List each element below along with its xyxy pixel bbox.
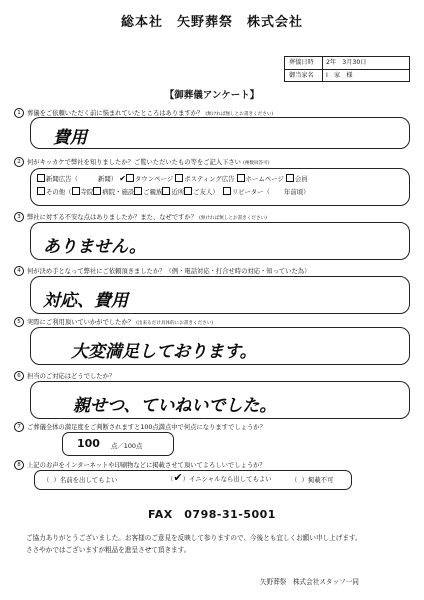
question-6 (14, 371, 115, 381)
question-5-text: 実際にご利用頂いていかがでしたか？ (27, 319, 135, 326)
closing-line-2: ささやかではございますが粗品を進呈させて頂きます。 (26, 546, 191, 554)
q2-option-neighbors-label: 近所 (171, 188, 185, 196)
survey-title: 【御葬儀アンケート】 (164, 90, 260, 101)
checkmark-icon: ✔ (119, 174, 126, 183)
answer-1-box[interactable] (30, 117, 410, 149)
question-3-number: 3 (14, 212, 24, 222)
family-name-label: 御当家名 (289, 70, 323, 82)
question-7 (14, 422, 266, 432)
question-3 (14, 212, 267, 222)
answer-3-box[interactable] (30, 222, 410, 260)
question-1-number: 1 (14, 108, 24, 118)
question-3-text: 弊社に対する不安な点はありましたか？また、なぜですか？ (27, 214, 198, 221)
q2-options-row2 (37, 187, 310, 197)
family-name-row (285, 70, 409, 82)
q2-option-temple-label: 寺院 (80, 188, 94, 196)
funeral-date-label: 葬儀日時 (289, 57, 323, 69)
question-2 (14, 157, 270, 167)
question-5-note: (出来るだけ具体的にお書きください) (136, 321, 214, 326)
q2-option-friends-label: ご友人 (193, 188, 213, 196)
q2-option-newspaper[interactable] (37, 175, 78, 183)
q2-option-newspaper-label: 新聞広告（ (46, 175, 78, 183)
company-name: 総本社 矢野葬祭 株式会社 (120, 15, 303, 30)
checkbox-member[interactable] (286, 174, 294, 182)
q2-option-homepage-label: ホームページ (245, 175, 284, 183)
funeral-info-box (284, 56, 410, 82)
q2-option-repeater-label: リピーター（ (231, 188, 270, 196)
answer-5-text: 大変満足しております。 (71, 342, 257, 362)
q2-option-townpage-label: タウンページ (134, 175, 174, 183)
signature: 矢野葬祭 株式会社スタッフ一同 (260, 578, 359, 586)
funeral-date-row (285, 57, 409, 70)
funeral-date-value: 2年 3月30日 (326, 59, 367, 66)
question-8-number: 8 (14, 460, 24, 470)
q2-option-hospital-label: 病院・施設 (102, 188, 135, 196)
question-8 (14, 460, 266, 470)
q2-option-repeater-suffix: 年前頃） (283, 188, 310, 196)
q8-option-initials[interactable]: （✔）イニシャルなら出してもよい (167, 471, 272, 484)
answer-4-box[interactable] (30, 276, 410, 314)
checkmark-icon: ✔ (173, 471, 183, 484)
question-2-number: 2 (14, 157, 24, 167)
answer-6-box[interactable] (30, 381, 410, 419)
q8-option-name[interactable]: （ ）名前を出してもよい (43, 476, 118, 484)
question-4-number: 4 (14, 266, 24, 276)
score-value: 100 (77, 437, 100, 450)
question-7-text: ご葬儀全体の満足度をご判断されますと100点満点中で何点になりますでしょうか？ (27, 424, 266, 431)
q2-option-newspaper-name-label: 新聞） (98, 175, 118, 183)
q8-option-decline-label: 掲載不可 (307, 476, 334, 484)
answer-5-box[interactable] (30, 327, 410, 365)
question-6-text: 担当のご対応はどうでしたか？ (27, 373, 116, 380)
question-5-number: 5 (14, 317, 24, 327)
question-3-note: (無ければ無しとお書きください) (199, 216, 267, 221)
family-name-value: I 家 様 (326, 72, 353, 79)
answer-3-text: ありません。 (43, 237, 147, 257)
answer-4-text: 対応、費用 (43, 291, 128, 311)
question-5 (14, 317, 213, 327)
answer-8-box (34, 470, 352, 490)
q8-option-decline[interactable]: （ ）掲載不可 (291, 476, 334, 484)
q2-option-townpage[interactable] (119, 175, 173, 183)
checkbox-friends[interactable] (184, 187, 192, 195)
question-2-text: 何がキッカケで弊社を知りましたか？ご覧いただいたもの等をご記入下さい (27, 159, 241, 166)
score-suffix: 点／100点 (111, 442, 143, 450)
question-1-text: 葬儀をご依頼いただく前に悩まれていたところはありますか？ (27, 110, 204, 117)
checkbox-neighbors[interactable] (162, 187, 170, 195)
checkbox-posting[interactable] (175, 174, 183, 182)
checkbox-relatives[interactable] (134, 187, 142, 195)
q2-option-relatives-label: ご親族 (143, 188, 163, 196)
closing-line-1: ご協力ありがとうございました。お客様のご意見を反映して参りますので、今後とも宜しくお願い申し上げます。 (26, 534, 362, 542)
q2-option-newspaper-name (98, 175, 117, 183)
answer-2-box (30, 168, 410, 206)
q2-option-other-close: ） (212, 188, 219, 196)
q2-option-homepage[interactable] (237, 175, 284, 183)
checkbox-repeater[interactable] (223, 187, 231, 195)
question-4 (14, 266, 310, 276)
q2-option-member-label: 会員 (294, 175, 308, 183)
question-2-note: (複数回答可) (242, 161, 270, 166)
answer-6-text: 親せつ、ていねいでした。 (73, 396, 277, 416)
q2-option-other-label: その他（ (46, 188, 72, 196)
checkbox-hospital[interactable] (93, 187, 101, 195)
question-6-number: 6 (14, 371, 24, 381)
q2-option-posting[interactable] (175, 175, 234, 183)
q2-option-member[interactable] (286, 175, 308, 183)
checkbox-townpage[interactable] (126, 174, 134, 182)
question-8-text: 上記のお声をインターネットや印刷物などに掲載させて頂いてよろしいでしょうか？ (27, 462, 266, 469)
q8-option-name-label: 名前を出してもよい (59, 476, 118, 484)
question-7-number: 7 (14, 422, 24, 432)
fax-number: FAX 0798-31-5001 (148, 508, 276, 521)
checkbox-other[interactable] (37, 187, 45, 195)
question-1-note: (無ければ無しとお書きください) (205, 112, 274, 117)
checkbox-temple[interactable] (72, 187, 80, 195)
checkbox-newspaper[interactable] (37, 174, 45, 182)
score-box[interactable] (62, 432, 174, 456)
answer-1-text: 費用 (53, 128, 87, 148)
question-4-text: 何が決め手となって弊社にご依頼頂きましたか？（例・電話対応・打合せ時の対応・知っていた為） (27, 268, 311, 275)
q2-options-row1 (37, 174, 308, 184)
checkbox-homepage[interactable] (237, 174, 245, 182)
q8-option-initials-label: イニシャルなら出してもよい (189, 475, 272, 483)
q2-option-posting-label: ポスティング広告 (184, 175, 235, 183)
